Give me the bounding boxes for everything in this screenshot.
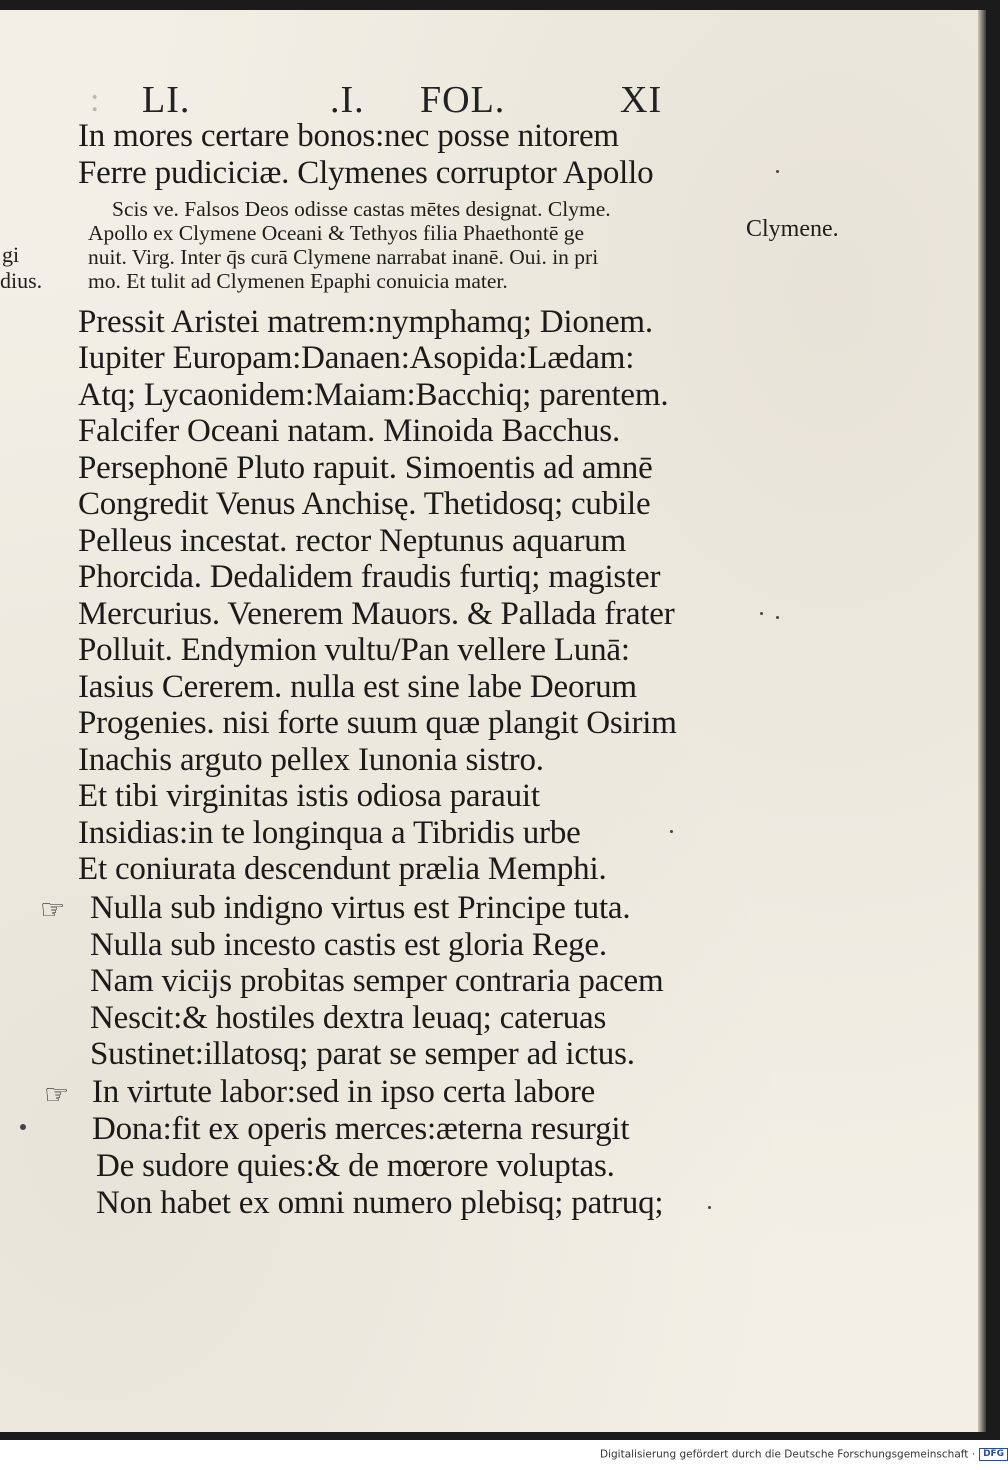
folio-number: XI (620, 79, 663, 121)
verse-line: Pressit Aristei matrem:nymphamq; Dionem. (78, 304, 653, 340)
commentary-line: mo. Et tulit ad Clymenen Epaphi conuicia mater. (88, 269, 508, 293)
verse-line: Non habet ex omni numero plebisq; patruq; (96, 1185, 664, 1221)
header-left: LI. (142, 79, 191, 121)
verse-line: Nescit:& hostiles dextra leuaq; cateruas (90, 1000, 607, 1036)
verse-line: Mercurius. Venerem Mauors. & Pallada frater (78, 596, 675, 632)
verse-line: Dona:fit ex operis merces:æterna resurgit (92, 1111, 630, 1147)
margin-fragment-left-2: dius. (0, 268, 43, 293)
verse-line: Et coniurata descendunt prælia Memphi. (78, 851, 607, 887)
verse-line: Polluit. Endymion vultu/Pan vellere Lunā: (78, 632, 630, 668)
verse-line: In mores certare bonos:nec posse nitorem (78, 118, 619, 154)
verse-line: Et tibi virginitas istis odiosa parauit (78, 778, 540, 814)
commentary-line: Scis ve. Falsos Deos odisse castas mētes designat. Clyme. (112, 197, 611, 221)
verse-line: De sudore quies:& de mœrore voluptas. (96, 1148, 615, 1184)
book-page: : LI. .I. FOL. XI In mores certare bonos:nec posse nitorem Ferre pudiciciæ. Clymenes corruptor Apollo Scis ve. Falsos Deos odisse castas mētes designat. Clyme. Apollo ex Clymene Oceani & Tethyos filia Phaethontē ge nuit. Virg. Inter q̄s curā Clymene narrabat inanē. Oui. in pri mo. Et tulit ad Clymenen Epaphi conuicia mater. Clymene. gi dius. Pressit Aristei matrem:nymphamq; Dionem. Iupiter Europam:Danaen:Asopida:Lædam: Atq; Lycaonidem:Maiam:Bacchiq; parentem. Falcifer Oceani natam. Minoida Bacchus. Persephonē Pluto rapuit. Simoentis ad amnē Congredit Venus Anchisę. Thetidosq; cubile Pelleus incestat. rector Neptunus aquarum Phorcida. Dedalidem fraudis furtiq; magister Mercurius. Venerem Mauors. & Pallada frater Polluit. Endymion vultu/Pan vellere Lunā: Iasius Cererem. nulla est sine labe Deorum Progenies. nisi forte suum quæ plangit Osirim Inachis arguto pellex Iunonia sistro. Et tibi virginitas istis odiosa parauit Insidias:in te longinqua a Tibridis urbe Et coniurata descendunt prælia Memphi. ☞ Nulla sub indigno virtus est Principe tuta. Nulla sub incesto castis est gloria Rege. Nam vicijs probitas semper contraria pacem Nescit:& hostiles dextra leuaq; cateruas Sustinet:illatosq; parat se semper ad ictus. ☞ In virtute labor:sed in ipso certa labore Dona:fit ex operis merces:æterna resurgit De sudore quies:& de mœrore voluptas. Non habet ex omni numero plebisq; patruq; (0, 10, 978, 1432)
verse-line: Congredit Venus Anchisę. Thetidosq; cubile (78, 486, 651, 522)
verse-line: Nulla sub incesto castis est gloria Rege. (90, 927, 607, 963)
verse-line: Ferre pudiciciæ. Clymenes corruptor Apollo (78, 155, 654, 191)
ink-speck (708, 1206, 711, 1209)
verse-line: Iupiter Europam:Danaen:Asopida:Lædam: (78, 340, 635, 376)
manicule-icon: ☞ (44, 1078, 70, 1111)
verse-line: Atq; Lycaonidem:Maiam:Bacchiq; parentem. (78, 377, 669, 413)
verse-line: Iasius Cererem. nulla est sine labe Deorum (78, 669, 637, 705)
header-fol: FOL. (420, 79, 506, 121)
credit-text: Digitalisierung gefördert durch die Deutsche Forschungsgemeinschaft · (600, 1448, 976, 1461)
verse-line: Inachis arguto pellex Iunonia sistro. (78, 742, 544, 778)
verse-line: Sustinet:illatosq; parat se semper ad ictus. (90, 1036, 635, 1072)
ink-speck (776, 616, 779, 619)
verse-line: Persephonē Pluto rapuit. Simoentis ad amnē (78, 450, 653, 486)
verse-line: In virtute labor:sed in ipso certa labore (92, 1074, 596, 1110)
margin-note-clymene: Clymene. (746, 216, 839, 242)
verse-line: Progenies. nisi forte suum quæ plangit Osirim (78, 705, 677, 741)
commentary-line: Apollo ex Clymene Oceani & Tethyos filia Phaethontē ge (88, 221, 585, 245)
manicule-icon: ☞ (40, 893, 66, 926)
page-edge-shadow (978, 10, 986, 1432)
verse-line: Nam vicijs probitas semper contraria pacem (90, 963, 664, 999)
verse-line: Falcifer Oceani natam. Minoida Bacchus. (78, 413, 621, 449)
ink-speck (670, 830, 673, 833)
digitization-credit (600, 1448, 1005, 1461)
dfg-logo: DFG (979, 1448, 1008, 1461)
ink-speck (20, 1124, 26, 1130)
margin-fragment-left-1: gi (2, 242, 20, 267)
ink-speck (776, 170, 779, 173)
commentary-line: nuit. Virg. Inter q̄s curā Clymene narrabat inanē. Oui. in pri (88, 245, 599, 269)
verse-line: Pelleus incestat. rector Neptunus aquarum (78, 523, 627, 559)
verse-line: Insidias:in te longinqua a Tibridis urbe (78, 815, 581, 851)
verse-line: Nulla sub indigno virtus est Principe tuta. (90, 890, 631, 926)
ink-speck (760, 612, 763, 615)
verse-line: Phorcida. Dedalidem fraudis furtiq; magister (78, 559, 661, 595)
header-middle: .I. (330, 79, 365, 121)
